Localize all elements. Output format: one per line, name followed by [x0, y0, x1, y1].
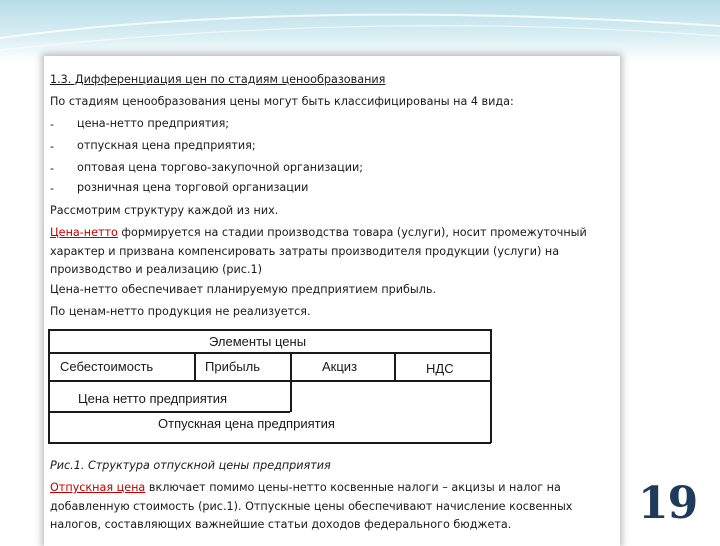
- list-dash: -: [50, 182, 55, 195]
- section-heading: 1.3. Дифференциация цен по стадиям ценообразования: [50, 73, 386, 86]
- consider-text: Рассмотрим структуру каждой из них.: [50, 204, 279, 217]
- diagram-cell-divider: [290, 352, 292, 412]
- diagram-net-price: Цена нетто предприятия: [78, 391, 228, 406]
- diagram-divider: [48, 411, 290, 413]
- paragraph-line: формируется на стадии производства товара (услуги), носит промежуточный: [117, 226, 587, 239]
- diagram-divider: [48, 380, 491, 382]
- list-item: розничная цена торговой организации: [77, 181, 309, 194]
- diagram-cell-excise: Акциз: [322, 359, 358, 374]
- release-price-term: Отпускная цена: [50, 481, 146, 494]
- paragraph-line: добавленную стоимость (рис.1). Отпускные цены обеспечивают начисление косвенных: [50, 499, 573, 513]
- banner-swoosh: [0, 0, 720, 62]
- diagram-cell-divider: [394, 352, 396, 381]
- net-price-paragraph: [50, 224, 640, 280]
- diagram-cell-divider: [194, 352, 196, 381]
- diagram-top-border: [48, 329, 491, 331]
- list-dash: -: [50, 162, 55, 175]
- list-dash: -: [50, 118, 55, 131]
- diagram-release-price: Отпускная цена предприятия: [158, 416, 335, 431]
- page-number: 19: [638, 478, 698, 529]
- diagram-title: Элементы цены: [209, 334, 307, 349]
- diagram-cell-cost: Себестоимость: [60, 359, 154, 374]
- paragraph-line: характер и призвана компенсировать затраты производителя продукции (услуги) на: [50, 244, 560, 258]
- list-item: цена-нетто предприятия;: [77, 117, 230, 130]
- list-item: оптовая цена торгово-закупочной организации;: [77, 161, 364, 174]
- net-price-not-sold-text: По ценам-нетто продукция не реализуется.: [50, 305, 311, 318]
- paragraph-line: налогов, составляющих важнейшие статьи доходов федерального бюджета.: [50, 518, 512, 531]
- paragraph-line: производство и реализацию (рис.1): [50, 263, 262, 276]
- list-item: отпускная цена предприятия;: [77, 139, 256, 152]
- release-price-paragraph: [50, 479, 640, 535]
- intro-text: По стадиям ценообразования цены могут быть классифицированы на 4 вида:: [50, 95, 514, 108]
- figure-caption: Рис.1. Структура отпускной цены предприятия: [50, 459, 331, 472]
- top-banner: [0, 0, 720, 62]
- paragraph-line: включает помимо цены-нетто косвенные налоги – акцизы и налог на: [145, 481, 561, 494]
- list-dash: -: [50, 140, 55, 153]
- diagram-bottom-border: [48, 442, 491, 444]
- net-price-profit-text: Цена-нетто обеспечивает планируемую предприятием прибыль.: [50, 283, 437, 296]
- net-price-term: Цена-нетто: [50, 226, 118, 239]
- diagram-left-border: [48, 329, 50, 443]
- diagram-divider: [48, 352, 491, 354]
- diagram-cell-profit: Прибыль: [205, 359, 260, 374]
- diagram-right-border: [490, 329, 492, 443]
- diagram-cell-vat: НДС: [426, 361, 454, 376]
